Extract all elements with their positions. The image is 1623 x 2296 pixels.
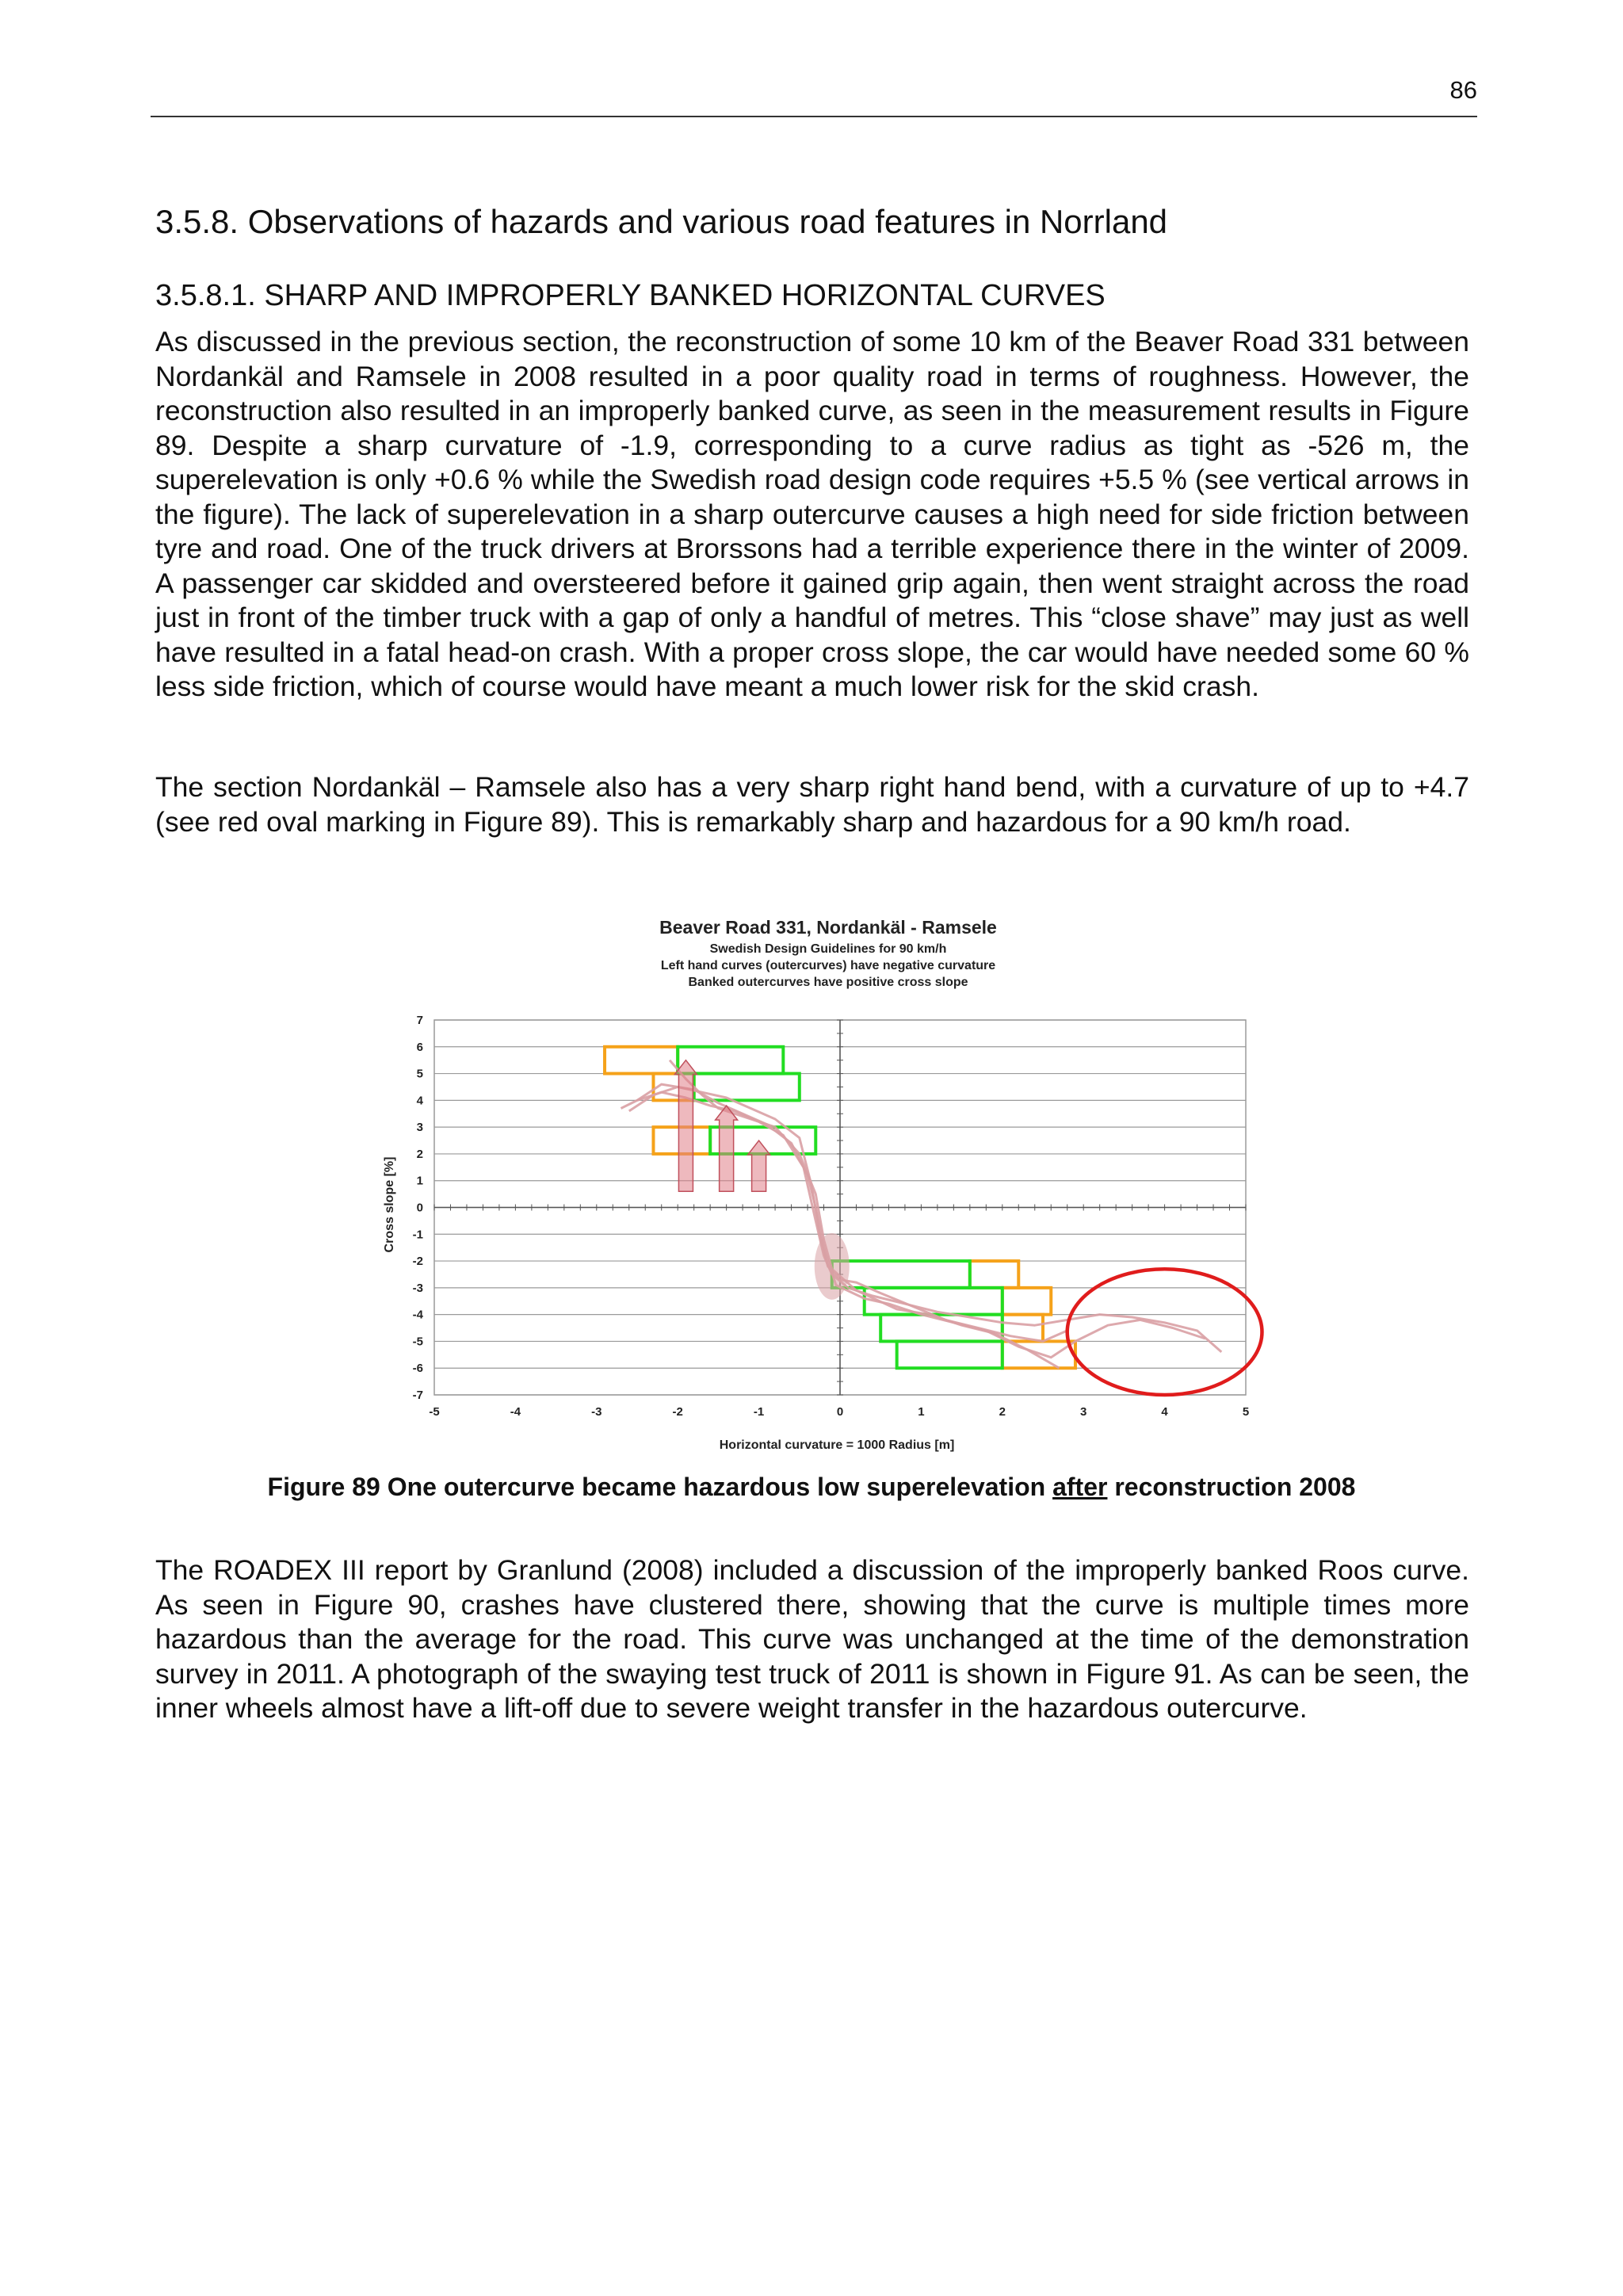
- caption-suffix: reconstruction 2008: [1107, 1473, 1356, 1501]
- x-tick-label: 4: [1161, 1405, 1168, 1419]
- y-tick-label: -1: [412, 1228, 423, 1242]
- chart-subtitle-3: Banked outercurves have positive cross slope: [688, 976, 968, 989]
- y-tick-label: 5: [416, 1067, 423, 1081]
- x-tick-label: -5: [429, 1405, 440, 1419]
- y-tick-label: 3: [416, 1121, 423, 1135]
- x-tick-label: -3: [591, 1405, 602, 1419]
- x-tick-label: 0: [836, 1405, 844, 1419]
- x-tick-label: -4: [510, 1405, 521, 1419]
- y-tick-label: -2: [412, 1255, 423, 1269]
- y-tick-label: -5: [412, 1335, 423, 1349]
- body-paragraph-1: As discussed in the previous section, the reconstruction of some 10 km of the Beaver Road 331 between Nordankäl and Ramsele in 2008 resulted in a poor quality road in terms of roughness. However, the reconstruction also resulted in an improperly banked curve, as seen in the measurement results in Figure 89. Despite a sharp curvature of -1.9, corresponding to a curve radius as tight as -526 m, the superelevation is only +0.6 % while the Swedish road design code requires +5.5 % (see vertical arrows in the figure). The lack of superelevation in a sharp outercurve causes a high need for side friction between tyre and road. One of the truck drivers at Brorssons had a terrible experience there in the winter of 2009. A passenger car skidded and oversteered before it gained grip again, then went straight across the road just in front of the timber truck with a gap of only a handful of metres. This “close shave” may just as well have resulted in a fatal head-on crash. With a proper cross slope, the car would have needed some 60 % less side friction, which of course would have meant a much lower risk for the skid crash.: [155, 326, 1469, 702]
- chart-subtitle-1: Swedish Design Guidelines for 90 km/h: [709, 942, 947, 956]
- y-axis-label: Cross slope [%]: [383, 1156, 396, 1253]
- subsection-title: 3.5.8.1. SHARP AND IMPROPERLY BANKED HORIZONTAL CURVES: [155, 279, 1106, 312]
- y-tick-label: 7: [416, 1014, 423, 1027]
- body-paragraph-3: The ROADEX III report by Granlund (2008) included a discussion of the improperly banked Roos curve. As seen in Figure 90, crashes have clustered there, showing that the curve is multiple times more hazardous than the average for the road. This curve was unchanged at the time of the demonstration survey in 2011. A photograph of the swaying test truck of 2011 is shown in Figure 91. As can be seen, the inner wheels almost have a lift-off due to severe weight transfer in the hazardous outercurve.: [155, 1554, 1469, 1724]
- y-tick-label: -6: [412, 1362, 423, 1376]
- y-tick-label: 2: [416, 1147, 423, 1161]
- x-tick-label: 1: [918, 1405, 925, 1419]
- y-tick-label: -7: [412, 1389, 423, 1402]
- y-tick-label: 0: [416, 1201, 423, 1215]
- chart-title: Beaver Road 331, Nordankäl - Ramsele: [659, 917, 997, 938]
- page-number: 86: [1449, 76, 1477, 104]
- x-tick-label: 3: [1080, 1405, 1087, 1419]
- x-axis-label: Horizontal curvature = 1000 Radius [m]: [719, 1438, 955, 1452]
- x-tick-label: 5: [1242, 1405, 1250, 1419]
- section-title: 3.5.8. Observations of hazards and various road features in Norrland: [155, 203, 1168, 240]
- measurement-cluster: [815, 1233, 850, 1300]
- chart-subtitle-2: Left hand curves (outercurves) have negative curvature: [660, 959, 996, 972]
- header-rule: [151, 116, 1477, 117]
- x-tick-label: -1: [753, 1405, 765, 1419]
- x-tick-label: -2: [672, 1405, 683, 1419]
- chart-svg: [372, 911, 1276, 1458]
- y-tick-label: 4: [416, 1094, 423, 1108]
- caption-prefix: Figure 89 One outercurve became hazardous low superelevation: [267, 1473, 1053, 1501]
- y-tick-label: 6: [416, 1040, 423, 1054]
- figure-89-chart: [372, 911, 1276, 1458]
- x-tick-label: 2: [999, 1405, 1006, 1419]
- figure-caption: [0, 1473, 1623, 1502]
- y-tick-label: 1: [416, 1174, 423, 1188]
- body-paragraph-2: The section Nordankäl – Ramsele also has a very sharp right hand bend, with a curvature of up to +4.7 (see red oval marking in Figure 89). This is remarkably sharp and hazardous for a 90 km/h road.: [155, 771, 1469, 838]
- y-tick-label: -4: [412, 1308, 423, 1322]
- y-tick-label: -3: [412, 1281, 423, 1295]
- caption-emphasis: after: [1052, 1473, 1108, 1501]
